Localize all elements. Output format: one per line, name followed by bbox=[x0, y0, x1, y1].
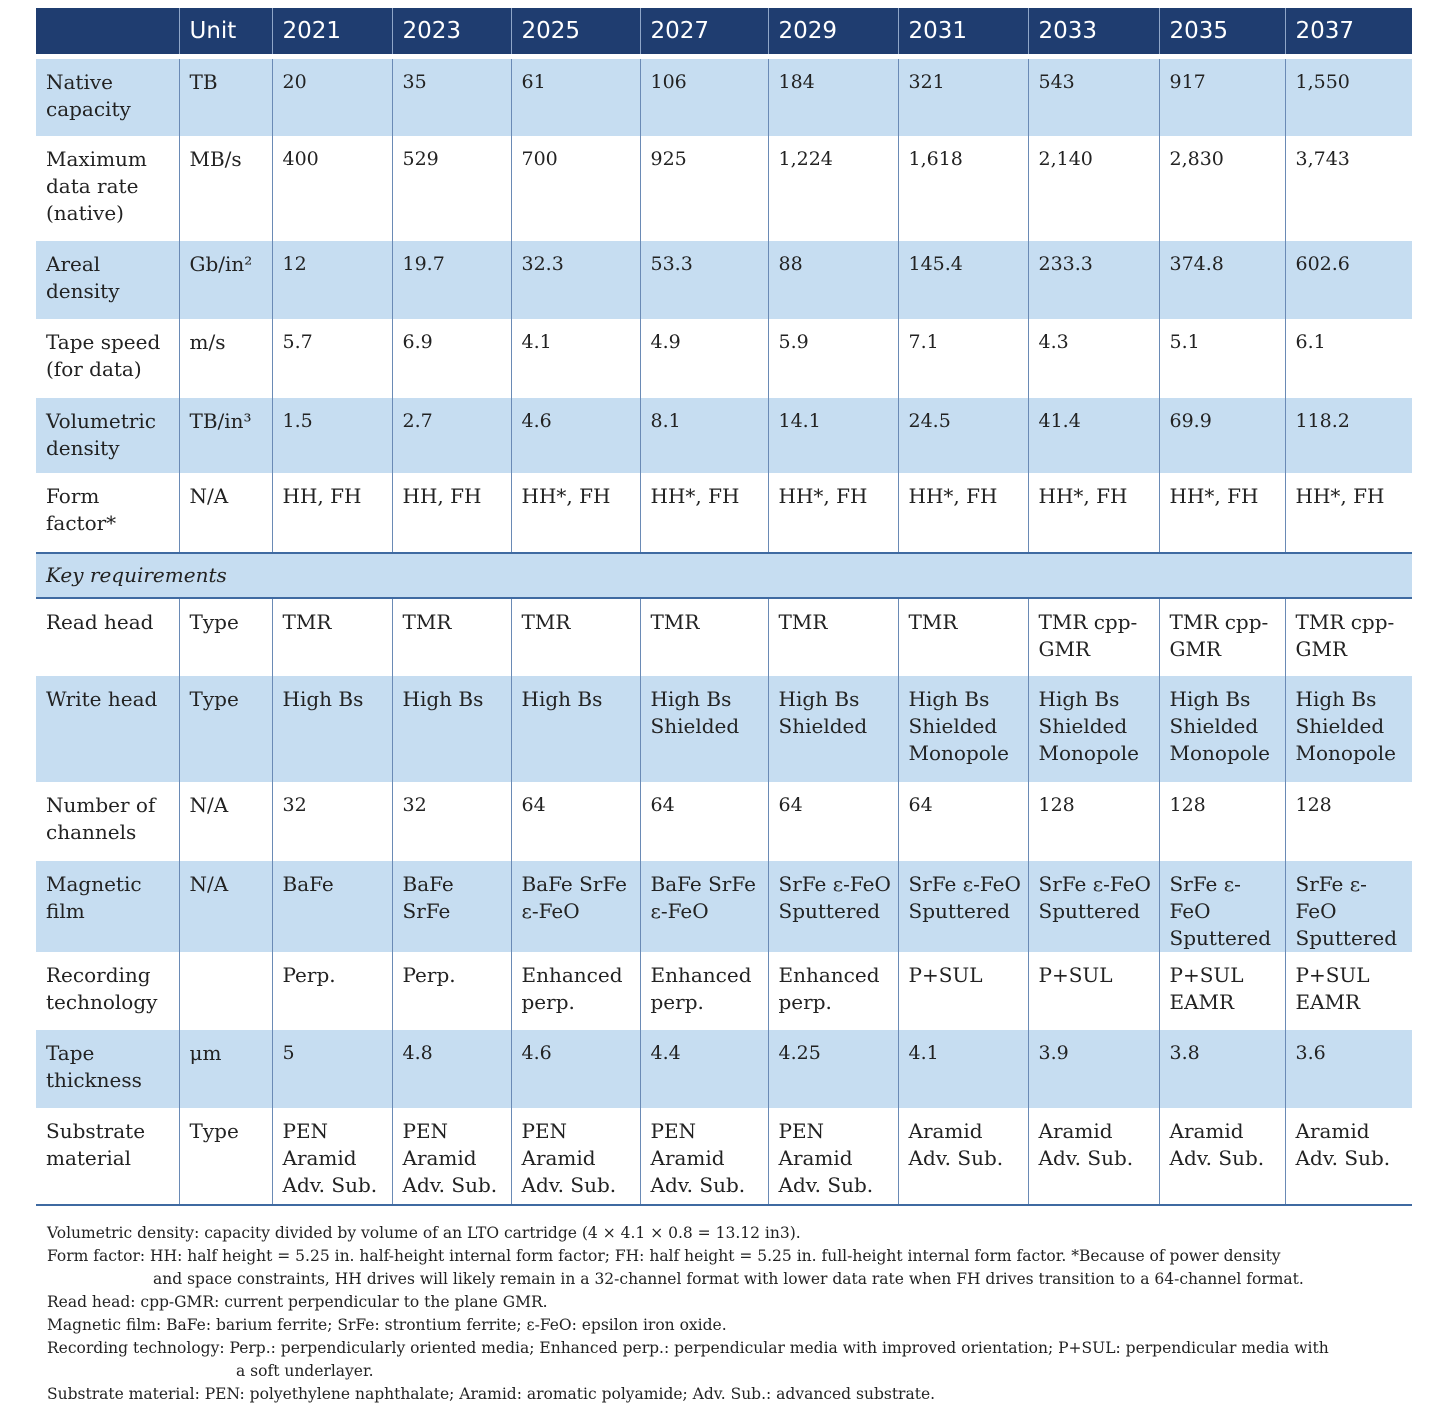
note-volumetric-density: Volumetric density: capacity divided by volume of an LTO cartridge (4 × 4.1 × 0.8 = 13.12 in3). bbox=[47, 1224, 801, 1242]
header-cell-year: 2031 bbox=[898, 8, 1028, 54]
value-cell: P+SUL EAMR bbox=[1285, 952, 1412, 1030]
value-cell: TMR bbox=[392, 598, 511, 676]
value-cell: High Bs Shielded Monopole bbox=[1285, 676, 1412, 782]
footnotes bbox=[47, 1222, 1407, 1406]
row-unit: Type bbox=[179, 1108, 272, 1205]
value-cell: 4.4 bbox=[640, 1030, 768, 1108]
row-label: Native capacity bbox=[36, 59, 179, 136]
value-cell: 88 bbox=[768, 241, 898, 319]
value-cell: 53.3 bbox=[640, 241, 768, 319]
value-cell: 917 bbox=[1159, 59, 1285, 136]
value-cell: 5.9 bbox=[768, 319, 898, 398]
value-cell: High Bs bbox=[272, 676, 392, 782]
header-cell-empty bbox=[36, 8, 179, 54]
value-cell: 4.25 bbox=[768, 1030, 898, 1108]
value-cell: SrFe ε-FeO Sputtered bbox=[1028, 861, 1159, 952]
row-unit: Type bbox=[179, 676, 272, 782]
value-cell: 2,140 bbox=[1028, 136, 1159, 241]
value-cell: HH*, FH bbox=[1159, 473, 1285, 553]
note-form-factor-continued: and space constraints, HH drives will likely remain in a 32-channel format with lower data rate when FH drives transition to a 64-channel format. bbox=[153, 1270, 1304, 1288]
value-cell: PEN Aramid Adv. Sub. bbox=[392, 1108, 511, 1205]
value-cell: 700 bbox=[511, 136, 640, 241]
value-cell: TMR bbox=[272, 598, 392, 676]
value-cell: 529 bbox=[392, 136, 511, 241]
value-cell: High Bs Shielded bbox=[640, 676, 768, 782]
row-unit: m/s bbox=[179, 319, 272, 398]
row-unit: N/A bbox=[179, 861, 272, 952]
value-cell: 69.9 bbox=[1159, 398, 1285, 473]
row-unit: TB/in³ bbox=[179, 398, 272, 473]
row-label: Number of channels bbox=[36, 782, 179, 861]
value-cell: 925 bbox=[640, 136, 768, 241]
value-cell: High Bs bbox=[511, 676, 640, 782]
roadmap-table bbox=[36, 8, 1412, 1206]
section-row bbox=[36, 553, 1412, 598]
value-cell: 6.9 bbox=[392, 319, 511, 398]
value-cell: BaFe SrFe bbox=[392, 861, 511, 952]
note-read-head: Read head: cpp-GMR: current perpendicular to the plane GMR. bbox=[47, 1293, 548, 1311]
row-label: Volumetric density bbox=[36, 398, 179, 473]
value-cell: 602.6 bbox=[1285, 241, 1412, 319]
value-cell: HH, FH bbox=[272, 473, 392, 553]
value-cell: 3.6 bbox=[1285, 1030, 1412, 1108]
value-cell: TMR cpp-GMR bbox=[1028, 598, 1159, 676]
header-cell-year: 2027 bbox=[640, 8, 768, 54]
value-cell: PEN Aramid Adv. Sub. bbox=[640, 1108, 768, 1205]
value-cell: Aramid Adv. Sub. bbox=[898, 1108, 1028, 1205]
value-cell: 8.1 bbox=[640, 398, 768, 473]
value-cell: PEN Aramid Adv. Sub. bbox=[272, 1108, 392, 1205]
value-cell: High Bs Shielded Monopole bbox=[898, 676, 1028, 782]
value-cell: SrFe ε-FeO Sputtered bbox=[1159, 861, 1285, 952]
value-cell: 1,618 bbox=[898, 136, 1028, 241]
table-row bbox=[36, 598, 1412, 676]
note-magnetic-film: Magnetic film: BaFe: barium ferrite; SrFe: strontium ferrite; ε-FeO: epsilon iron oxide. bbox=[47, 1316, 727, 1334]
value-cell: 1,224 bbox=[768, 136, 898, 241]
value-cell: PEN Aramid Adv. Sub. bbox=[768, 1108, 898, 1205]
value-cell: 128 bbox=[1285, 782, 1412, 861]
table-row bbox=[36, 782, 1412, 861]
row-label: Areal density bbox=[36, 241, 179, 319]
value-cell: Aramid Adv. Sub. bbox=[1028, 1108, 1159, 1205]
table-row bbox=[36, 952, 1412, 1030]
value-cell: 128 bbox=[1159, 782, 1285, 861]
value-cell: 12 bbox=[272, 241, 392, 319]
value-cell: 4.1 bbox=[511, 319, 640, 398]
value-cell: Enhanced perp. bbox=[768, 952, 898, 1030]
table-row bbox=[36, 1030, 1412, 1108]
value-cell: 64 bbox=[768, 782, 898, 861]
value-cell: HH*, FH bbox=[768, 473, 898, 553]
value-cell: 374.8 bbox=[1159, 241, 1285, 319]
value-cell: 20 bbox=[272, 59, 392, 136]
value-cell: 41.4 bbox=[1028, 398, 1159, 473]
header-cell-year: 2029 bbox=[768, 8, 898, 54]
table-body bbox=[36, 54, 1412, 1205]
value-cell: 32 bbox=[272, 782, 392, 861]
value-cell: 24.5 bbox=[898, 398, 1028, 473]
value-cell: 233.3 bbox=[1028, 241, 1159, 319]
value-cell: TMR cpp-GMR bbox=[1159, 598, 1285, 676]
row-unit: Gb/in² bbox=[179, 241, 272, 319]
row-unit bbox=[179, 952, 272, 1030]
row-label: Maximum data rate (native) bbox=[36, 136, 179, 241]
value-cell: 64 bbox=[511, 782, 640, 861]
table-row bbox=[36, 676, 1412, 782]
row-unit: N/A bbox=[179, 782, 272, 861]
value-cell: 145.4 bbox=[898, 241, 1028, 319]
value-cell: 321 bbox=[898, 59, 1028, 136]
value-cell: 64 bbox=[640, 782, 768, 861]
value-cell: Aramid Adv. Sub. bbox=[1159, 1108, 1285, 1205]
value-cell: 2,830 bbox=[1159, 136, 1285, 241]
value-cell: 106 bbox=[640, 59, 768, 136]
value-cell: 543 bbox=[1028, 59, 1159, 136]
value-cell: 4.3 bbox=[1028, 319, 1159, 398]
table-row bbox=[36, 319, 1412, 398]
value-cell: Perp. bbox=[272, 952, 392, 1030]
section-label: Key requirements bbox=[36, 553, 1412, 598]
value-cell: Perp. bbox=[392, 952, 511, 1030]
value-cell: HH*, FH bbox=[1285, 473, 1412, 553]
value-cell: TMR bbox=[768, 598, 898, 676]
table-row bbox=[36, 398, 1412, 473]
value-cell: 19.7 bbox=[392, 241, 511, 319]
value-cell: 6.1 bbox=[1285, 319, 1412, 398]
value-cell: P+SUL bbox=[1028, 952, 1159, 1030]
value-cell: SrFe ε-FeO Sputtered bbox=[898, 861, 1028, 952]
value-cell: 32 bbox=[392, 782, 511, 861]
value-cell: 4.6 bbox=[511, 1030, 640, 1108]
header-cell-year: 2023 bbox=[392, 8, 511, 54]
value-cell: 4.6 bbox=[511, 398, 640, 473]
value-cell: 7.1 bbox=[898, 319, 1028, 398]
value-cell: TMR bbox=[511, 598, 640, 676]
table-header-row bbox=[36, 8, 1412, 54]
note-form-factor: Form factor: HH: half height = 5.25 in. half-height internal form factor; FH: half height = 5.25 in. full-height internal form factor. *Because of power density bbox=[47, 1247, 1281, 1265]
value-cell: 1,550 bbox=[1285, 59, 1412, 136]
header-cell-year: 2025 bbox=[511, 8, 640, 54]
value-cell: BaFe SrFe ε-FeO bbox=[640, 861, 768, 952]
value-cell: High Bs bbox=[392, 676, 511, 782]
row-unit: TB bbox=[179, 59, 272, 136]
row-label: Write head bbox=[36, 676, 179, 782]
table-row bbox=[36, 861, 1412, 952]
value-cell: TMR cpp-GMR bbox=[1285, 598, 1412, 676]
value-cell: 1.5 bbox=[272, 398, 392, 473]
value-cell: BaFe SrFe ε-FeO bbox=[511, 861, 640, 952]
table-row bbox=[36, 241, 1412, 319]
value-cell: 3,743 bbox=[1285, 136, 1412, 241]
value-cell: PEN Aramid Adv. Sub. bbox=[511, 1108, 640, 1205]
table-row bbox=[36, 1108, 1412, 1205]
note-substrate-material: Substrate material: PEN: polyethylene naphthalate; Aramid: aromatic polyamide; Adv. Sub.: advanced substrate. bbox=[47, 1385, 936, 1403]
row-label: Recording technology bbox=[36, 952, 179, 1030]
value-cell: 2.7 bbox=[392, 398, 511, 473]
value-cell: HH*, FH bbox=[1028, 473, 1159, 553]
value-cell: High Bs Shielded Monopole bbox=[1159, 676, 1285, 782]
roadmap-table-container bbox=[36, 8, 1412, 1206]
row-label: Magnetic film bbox=[36, 861, 179, 952]
header-cell-year: 2037 bbox=[1285, 8, 1412, 54]
value-cell: Enhanced perp. bbox=[511, 952, 640, 1030]
value-cell: HH*, FH bbox=[511, 473, 640, 553]
value-cell: HH*, FH bbox=[640, 473, 768, 553]
row-label: Substrate material bbox=[36, 1108, 179, 1205]
value-cell: 32.3 bbox=[511, 241, 640, 319]
value-cell: 184 bbox=[768, 59, 898, 136]
value-cell: Aramid Adv. Sub. bbox=[1285, 1108, 1412, 1205]
row-label: Read head bbox=[36, 598, 179, 676]
row-label: Form factor* bbox=[36, 473, 179, 553]
value-cell: 3.9 bbox=[1028, 1030, 1159, 1108]
table-row bbox=[36, 59, 1412, 136]
value-cell: BaFe bbox=[272, 861, 392, 952]
value-cell: Enhanced perp. bbox=[640, 952, 768, 1030]
row-unit: μm bbox=[179, 1030, 272, 1108]
value-cell: High Bs Shielded bbox=[768, 676, 898, 782]
value-cell: High Bs Shielded Monopole bbox=[1028, 676, 1159, 782]
value-cell: 61 bbox=[511, 59, 640, 136]
value-cell: SrFe ε-FeO Sputtered bbox=[768, 861, 898, 952]
table-row bbox=[36, 473, 1412, 553]
value-cell: P+SUL bbox=[898, 952, 1028, 1030]
value-cell: 4.9 bbox=[640, 319, 768, 398]
value-cell: HH, FH bbox=[392, 473, 511, 553]
value-cell: 35 bbox=[392, 59, 511, 136]
header-cell-year: 2035 bbox=[1159, 8, 1285, 54]
value-cell: SrFe ε-FeO Sputtered bbox=[1285, 861, 1412, 952]
header-cell-year: 2033 bbox=[1028, 8, 1159, 54]
value-cell: 3.8 bbox=[1159, 1030, 1285, 1108]
note-recording-technology-continued: a soft underlayer. bbox=[236, 1362, 374, 1380]
row-label: Tape thickness bbox=[36, 1030, 179, 1108]
value-cell: TMR bbox=[898, 598, 1028, 676]
value-cell: 4.1 bbox=[898, 1030, 1028, 1108]
value-cell: P+SUL EAMR bbox=[1159, 952, 1285, 1030]
header-cell-year: 2021 bbox=[272, 8, 392, 54]
value-cell: HH*, FH bbox=[898, 473, 1028, 553]
value-cell: 128 bbox=[1028, 782, 1159, 861]
row-unit: MB/s bbox=[179, 136, 272, 241]
value-cell: TMR bbox=[640, 598, 768, 676]
value-cell: 5 bbox=[272, 1030, 392, 1108]
value-cell: 14.1 bbox=[768, 398, 898, 473]
value-cell: 4.8 bbox=[392, 1030, 511, 1108]
header-cell-unit: Unit bbox=[179, 8, 272, 54]
row-label: Tape speed (for data) bbox=[36, 319, 179, 398]
value-cell: 64 bbox=[898, 782, 1028, 861]
row-unit: N/A bbox=[179, 473, 272, 553]
value-cell: 5.1 bbox=[1159, 319, 1285, 398]
row-unit: Type bbox=[179, 598, 272, 676]
value-cell: 118.2 bbox=[1285, 398, 1412, 473]
note-recording-technology: Recording technology: Perp.: perpendicularly oriented media; Enhanced perp.: perpendicular media with improved orientation; P+SUL: perpendicular media with bbox=[47, 1339, 1329, 1357]
value-cell: 400 bbox=[272, 136, 392, 241]
value-cell: 5.7 bbox=[272, 319, 392, 398]
table-row bbox=[36, 136, 1412, 241]
